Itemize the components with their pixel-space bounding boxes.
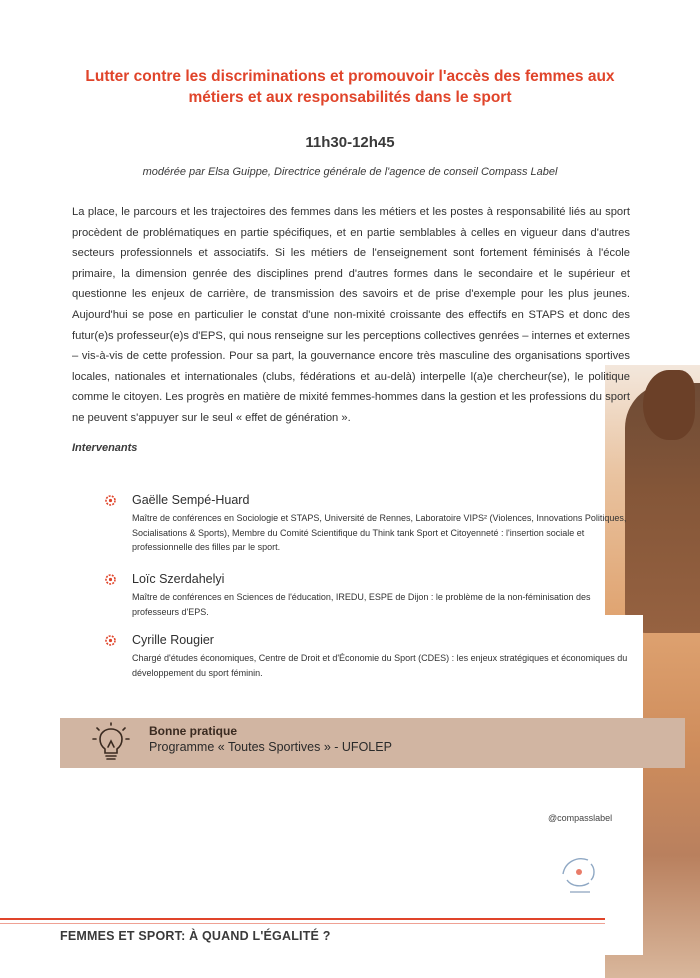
speaker-name: Loïc Szerdahelyi xyxy=(132,572,225,586)
social-handle: @compasslabel xyxy=(548,813,613,823)
speakers-heading: Intervenants xyxy=(72,442,138,454)
speaker-bullet-icon xyxy=(105,635,116,646)
session-description: La place, le parcours et les trajectoires des femmes dans les métiers et les postes à responsabilité liés au sport procèdent de problématiques en partie spécifiques, et en partie semblables à celles en vigueur dans d'autres secteurs professionnels et associatifs. Si les métiers de l'enseignement sont fortement féminisés à l'école primaire, la dimension genrée des disciplines prend d'autres formes dans le secondaire et le supérieur et questionne les enjeux de carrière, de transmission des savoirs et de prise d'exemple pour les plus jeunes. Aujourd'hui se pose en particulier le constat d'une non-mixité croissante des effectifs en STAPS et donc des futur(e)s professeur(e)s d'EPS, qui nous renseigne sur les perceptions collectives genrées – internes et externes – vis-à-vis de cette profession. Pour sa part, la gouvernance encore très masculine des organisations sportives locales, nationales et internationales (clubs, fédérations et au-delà) interpelle l(a)e chercheur(se), le politique comme le citoyen. Les progrès en matière de mixité femmes-hommes dans la gestion et les professions du sport ne peuvent s'appuyer sur le seul « effet de génération ». xyxy=(72,206,630,424)
best-practice-value: Programme « Toutes Sportives » - UFOLEP xyxy=(149,740,392,754)
best-practice-banner xyxy=(60,718,685,768)
compass-label-logo-icon xyxy=(555,850,605,896)
speaker-description: Maître de conférences en Sciences de l'éducation, IREDU, ESPE de Dijon : le problème de la non-féminisation des professeurs d'EPS. xyxy=(132,592,591,617)
session-title: Lutter contre les discriminations et promouvoir l'accès des femmes aux métiers et aux responsabilités dans le sport xyxy=(85,68,615,106)
footer-divider-thin xyxy=(0,923,605,924)
speaker-description: Chargé d'études économiques, Centre de Droit et d'Économie du Sport (CDES) : les enjeux stratégiques et économiques du développement du sport féminin. xyxy=(132,653,628,678)
speaker-bullet-icon xyxy=(105,495,116,506)
footer-title: FEMMES ET SPORT: À QUAND L'ÉGALITÉ ? xyxy=(60,929,331,943)
speaker-description: Maître de conférences en Sociologie et STAPS, Université de Rennes, Laboratoire VIPS² (Violences, Innovations Politiques, Socialisations & Sports), Membre du Comité Scientifique du Think tank Sport et Citoyenneté : l'insertion sociale et professionnelle des filles par le sport. xyxy=(132,513,627,552)
moderator-line: modérée par Elsa Guippe, Directrice générale de l'agence de conseil Compass Label xyxy=(142,166,558,178)
footer-divider xyxy=(0,918,605,920)
speaker-name: Cyrille Rougier xyxy=(132,633,214,647)
session-time: 11h30-12h45 xyxy=(305,134,395,151)
speaker-name: Gaëlle Sempé-Huard xyxy=(132,493,250,507)
best-practice-label: Bonne pratique xyxy=(149,724,238,738)
speaker-bullet-icon xyxy=(105,574,116,585)
lightbulb-icon xyxy=(92,722,130,766)
